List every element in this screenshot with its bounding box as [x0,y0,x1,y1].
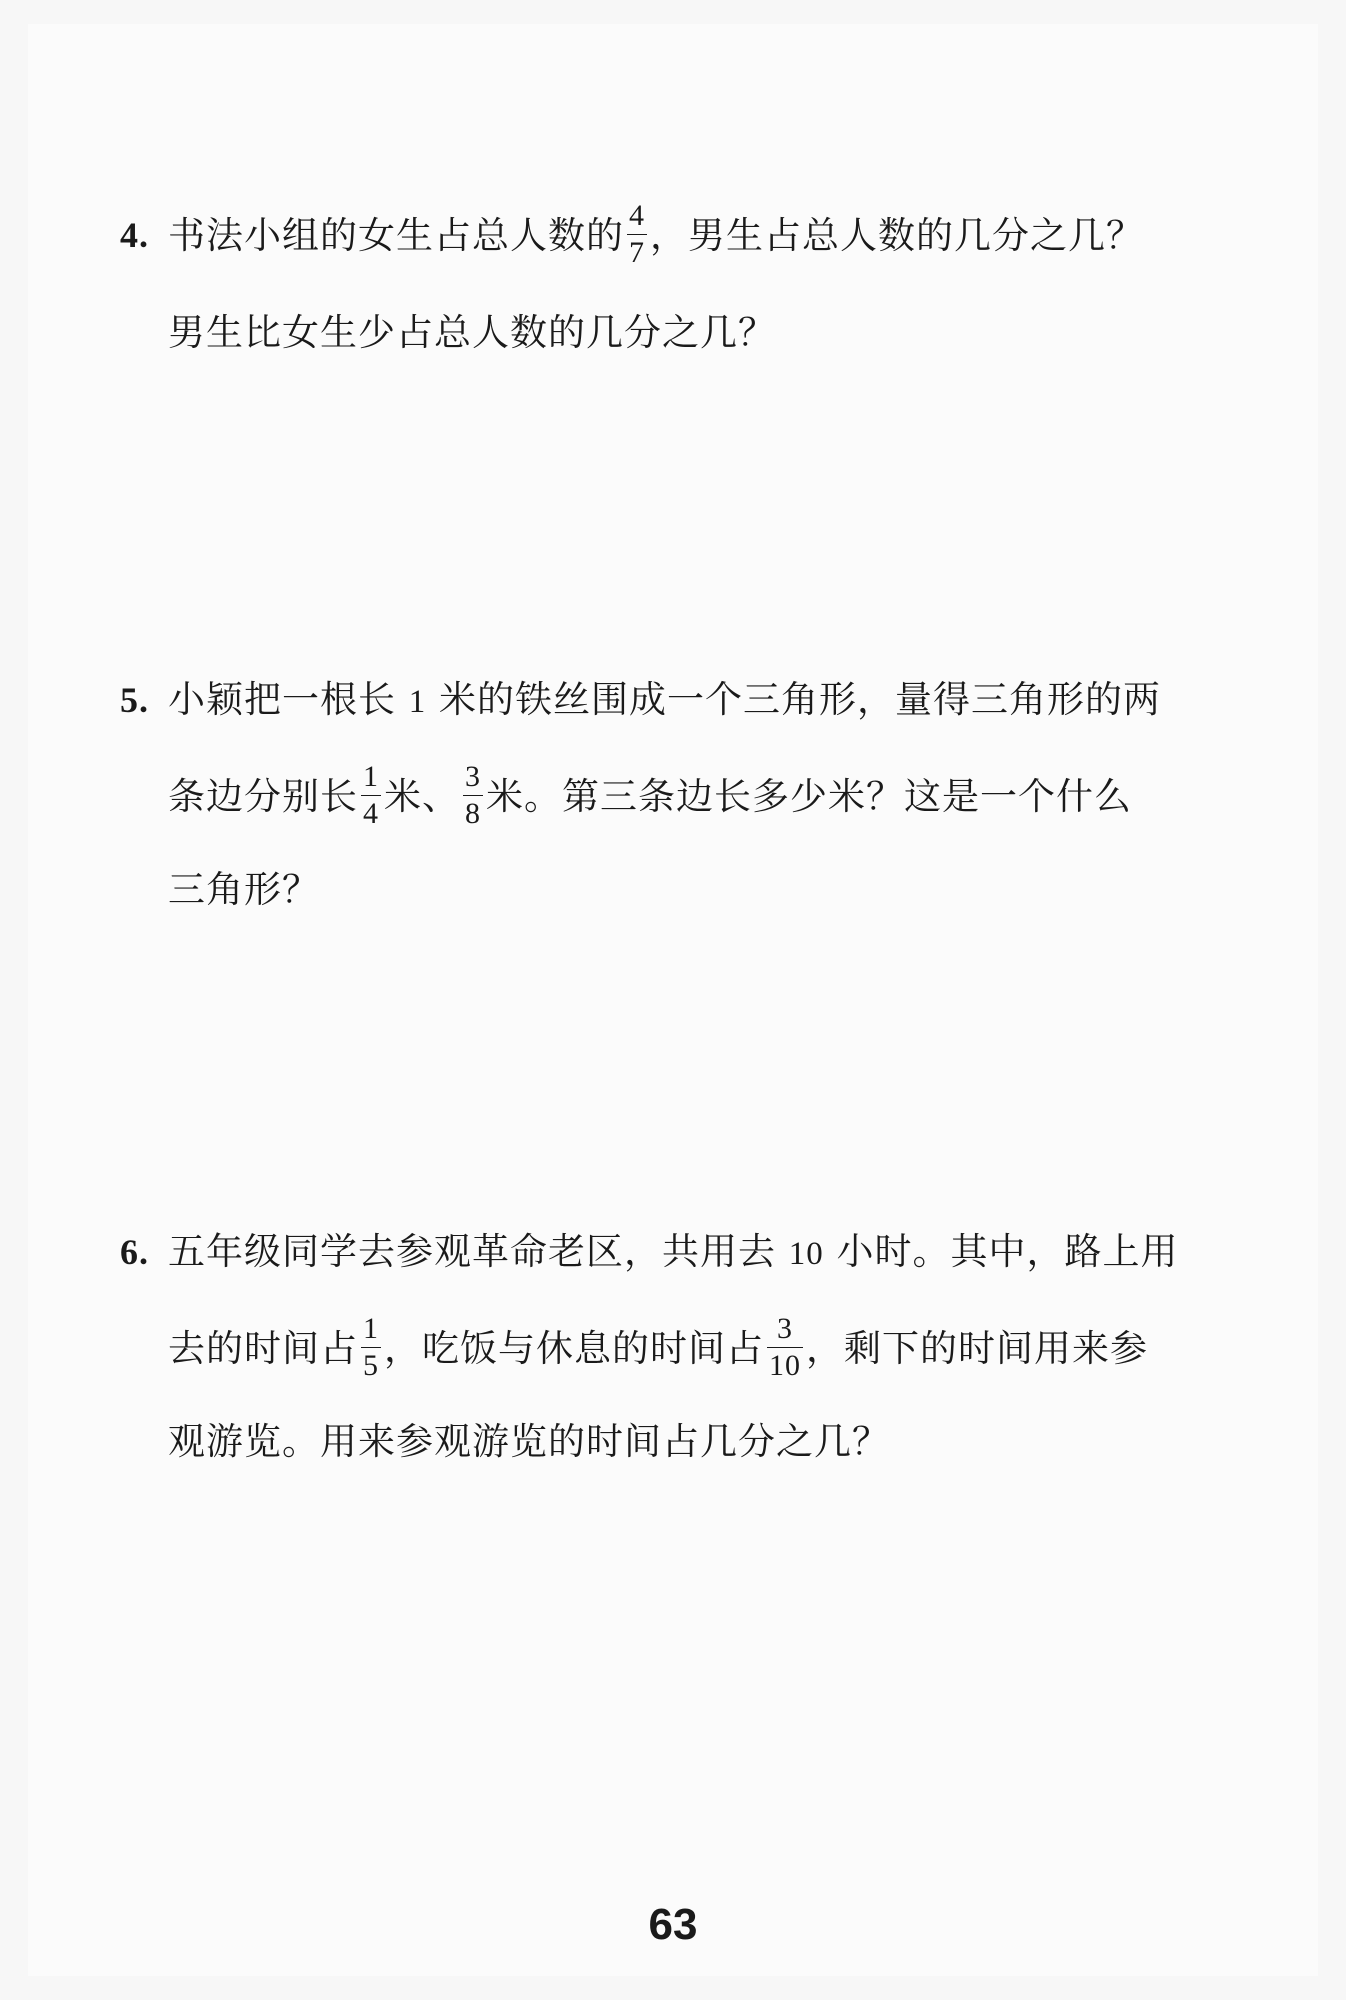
fraction: $\frac{4}{7}$ [629,199,645,269]
problem-6 [120,1222,1210,1472]
problem-number: 4. [120,215,149,255]
problem-5 [120,670,1210,920]
problem-5-line-3 [120,860,1210,920]
problem-text: 男生比女生少占总人数的几分之几？ [168,311,776,354]
fraction: $\frac{3}{10}$ [769,1312,801,1382]
problem-4-line-1 [120,199,1210,269]
problem-number: 6. [120,1232,149,1272]
fraction: $\frac{3}{8}$ [465,760,481,830]
problem-6-line-2 [120,1312,1210,1382]
problem-text: 三角形？ [168,868,320,911]
problem-5-line-2 [120,760,1210,830]
problem-4 [120,199,1210,363]
problem-6-line-3 [120,1412,1210,1472]
problem-text: 观游览。用来参观游览的时间占几分之几？ [168,1420,890,1463]
problem-text: 五年级同学去参观革命老区，共用去 10 小时。其中，路上用 [168,1230,1179,1273]
problem-text: 小颖把一根长 1 米的铁丝围成一个三角形，量得三角形的两 [168,678,1162,721]
page-number: 63 [648,1900,698,1949]
problem-text: 去的时间占 $\frac{1}{5}$ ，吃饭与休息的时间占 $\frac{3}{10}$ ，剩下的时间用来参 [168,1312,1148,1382]
problem-4-line-2 [120,303,1210,363]
problem-text: 书法小组的女生占总人数的 $\frac{4}{7}$ ，男生占总人数的几分之几？ [168,199,1144,269]
problem-number: 5. [120,680,149,720]
problem-6-line-1 [120,1222,1210,1282]
fraction: $\frac{1}{4}$ [363,760,379,830]
problem-text: 条边分别长 $\frac{1}{4}$ 米、 $\frac{3}{8}$ 米。第三条边长多少米？这是一个什么 [168,760,1132,830]
fraction: $\frac{1}{5}$ [363,1312,379,1382]
problem-5-line-1 [120,670,1210,730]
